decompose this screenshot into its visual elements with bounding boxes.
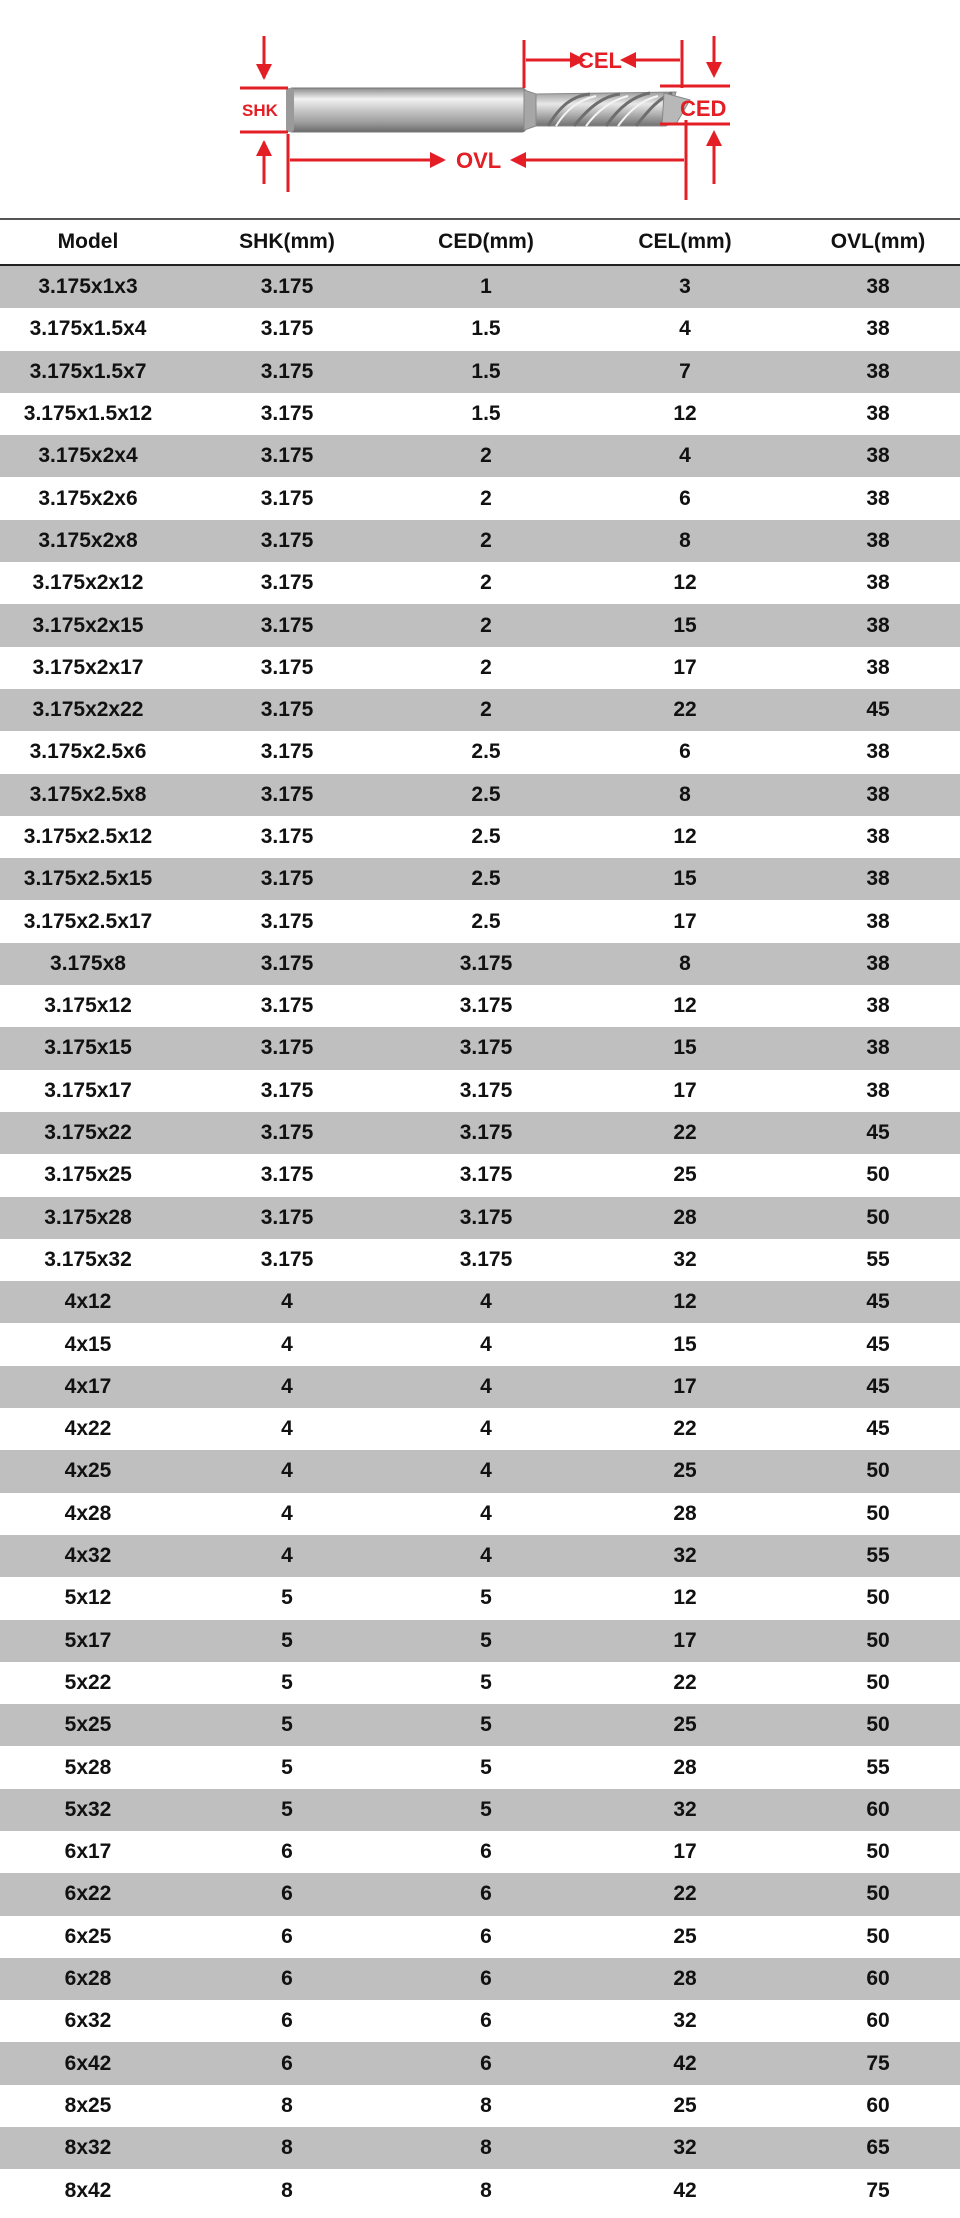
cell-cel: 15 bbox=[574, 858, 796, 900]
cell-model: 5x32 bbox=[0, 1789, 176, 1831]
cell-ovl: 38 bbox=[796, 943, 960, 985]
cell-ovl: 38 bbox=[796, 731, 960, 773]
cell-shk: 6 bbox=[176, 1873, 398, 1915]
cell-ovl: 45 bbox=[796, 1281, 960, 1323]
cell-shk: 3.175 bbox=[176, 858, 398, 900]
cell-ovl: 50 bbox=[796, 1197, 960, 1239]
cell-ovl: 38 bbox=[796, 435, 960, 477]
table-row bbox=[0, 1620, 960, 1662]
cell-cel: 28 bbox=[574, 1746, 796, 1788]
cell-ced: 2 bbox=[398, 647, 574, 689]
cell-model: 3.175x32 bbox=[0, 1239, 176, 1281]
cell-ovl: 45 bbox=[796, 1323, 960, 1365]
cell-shk: 5 bbox=[176, 1746, 398, 1788]
cell-cel: 8 bbox=[574, 943, 796, 985]
cell-ced: 8 bbox=[398, 2085, 574, 2127]
table-row bbox=[0, 858, 960, 900]
table-row bbox=[0, 1873, 960, 1915]
cell-model: 4x17 bbox=[0, 1366, 176, 1408]
cell-cel: 22 bbox=[574, 1662, 796, 1704]
ced-label: CED bbox=[680, 96, 727, 121]
table-row bbox=[0, 1535, 960, 1577]
cell-cel: 28 bbox=[574, 1197, 796, 1239]
cell-shk: 3.175 bbox=[176, 435, 398, 477]
table-row bbox=[0, 647, 960, 689]
cell-cel: 25 bbox=[574, 2085, 796, 2127]
table-row bbox=[0, 689, 960, 731]
cell-ced: 2 bbox=[398, 435, 574, 477]
cell-cel: 17 bbox=[574, 1620, 796, 1662]
cell-model: 3.175x22 bbox=[0, 1112, 176, 1154]
cell-model: 3.175x17 bbox=[0, 1070, 176, 1112]
cell-cel: 12 bbox=[574, 1577, 796, 1619]
cell-ovl: 50 bbox=[796, 1704, 960, 1746]
cell-model: 6x32 bbox=[0, 2000, 176, 2042]
cell-model: 3.175x2x12 bbox=[0, 562, 176, 604]
cell-ced: 8 bbox=[398, 2127, 574, 2169]
cell-ovl: 38 bbox=[796, 477, 960, 519]
table-row bbox=[0, 900, 960, 942]
cell-ced: 1.5 bbox=[398, 393, 574, 435]
cell-shk: 5 bbox=[176, 1662, 398, 1704]
cell-ovl: 45 bbox=[796, 1112, 960, 1154]
cell-model: 6x22 bbox=[0, 1873, 176, 1915]
cell-shk: 4 bbox=[176, 1493, 398, 1535]
cell-ovl: 38 bbox=[796, 351, 960, 393]
table-row bbox=[0, 1281, 960, 1323]
cell-shk: 3.175 bbox=[176, 1070, 398, 1112]
cell-shk: 8 bbox=[176, 2169, 398, 2211]
cell-cel: 17 bbox=[574, 1366, 796, 1408]
table-row bbox=[0, 2127, 960, 2169]
cell-cel: 17 bbox=[574, 1070, 796, 1112]
table-row bbox=[0, 1789, 960, 1831]
cell-model: 3.175x2.5x12 bbox=[0, 816, 176, 858]
table-row bbox=[0, 2169, 960, 2211]
cell-shk: 4 bbox=[176, 1281, 398, 1323]
cell-ced: 2 bbox=[398, 562, 574, 604]
cell-model: 5x28 bbox=[0, 1746, 176, 1788]
cell-ovl: 38 bbox=[796, 393, 960, 435]
cell-cel: 12 bbox=[574, 393, 796, 435]
cell-ced: 5 bbox=[398, 1789, 574, 1831]
cell-cel: 22 bbox=[574, 1112, 796, 1154]
cell-shk: 6 bbox=[176, 1831, 398, 1873]
cell-ovl: 38 bbox=[796, 308, 960, 350]
end-mill-image bbox=[286, 88, 690, 132]
cell-shk: 3.175 bbox=[176, 900, 398, 942]
cell-ovl: 50 bbox=[796, 1493, 960, 1535]
cell-cel: 15 bbox=[574, 1027, 796, 1069]
cell-ced: 4 bbox=[398, 1493, 574, 1535]
cell-ovl: 75 bbox=[796, 2042, 960, 2084]
cell-shk: 5 bbox=[176, 1620, 398, 1662]
cell-shk: 3.175 bbox=[176, 647, 398, 689]
cell-ovl: 38 bbox=[796, 647, 960, 689]
cell-ovl: 38 bbox=[796, 774, 960, 816]
cell-cel: 12 bbox=[574, 985, 796, 1027]
table-row bbox=[0, 1493, 960, 1535]
cell-ced: 3.175 bbox=[398, 1239, 574, 1281]
cell-shk: 3.175 bbox=[176, 1027, 398, 1069]
table-row bbox=[0, 731, 960, 773]
cell-ovl: 60 bbox=[796, 1789, 960, 1831]
cell-ced: 1.5 bbox=[398, 308, 574, 350]
cell-ced: 8 bbox=[398, 2169, 574, 2211]
cell-cel: 28 bbox=[574, 1958, 796, 2000]
cell-cel: 32 bbox=[574, 2127, 796, 2169]
cell-model: 3.175x12 bbox=[0, 985, 176, 1027]
cell-model: 3.175x2x4 bbox=[0, 435, 176, 477]
cell-cel: 15 bbox=[574, 604, 796, 646]
cell-shk: 3.175 bbox=[176, 943, 398, 985]
cell-model: 8x42 bbox=[0, 2169, 176, 2211]
table-row bbox=[0, 774, 960, 816]
cell-model: 4x22 bbox=[0, 1408, 176, 1450]
table-row bbox=[0, 1239, 960, 1281]
cell-shk: 6 bbox=[176, 1958, 398, 2000]
cell-cel: 22 bbox=[574, 1873, 796, 1915]
cell-ced: 4 bbox=[398, 1408, 574, 1450]
cell-model: 3.175x2.5x8 bbox=[0, 774, 176, 816]
cell-ovl: 38 bbox=[796, 265, 960, 308]
table-row bbox=[0, 1027, 960, 1069]
cell-ced: 2 bbox=[398, 477, 574, 519]
cell-ovl: 50 bbox=[796, 1662, 960, 1704]
cell-model: 4x12 bbox=[0, 1281, 176, 1323]
cell-shk: 4 bbox=[176, 1450, 398, 1492]
cell-cel: 25 bbox=[574, 1704, 796, 1746]
table-row bbox=[0, 1662, 960, 1704]
cell-model: 3.175x2x8 bbox=[0, 520, 176, 562]
table-row bbox=[0, 562, 960, 604]
cell-model: 3.175x2.5x17 bbox=[0, 900, 176, 942]
cell-ovl: 50 bbox=[796, 1577, 960, 1619]
header-shk: SHK(mm) bbox=[176, 219, 398, 265]
cell-ced: 1.5 bbox=[398, 351, 574, 393]
cell-ced: 2.5 bbox=[398, 774, 574, 816]
table-row bbox=[0, 1366, 960, 1408]
cell-model: 3.175x1.5x7 bbox=[0, 351, 176, 393]
cell-model: 4x15 bbox=[0, 1323, 176, 1365]
cell-ced: 3.175 bbox=[398, 985, 574, 1027]
cell-ovl: 55 bbox=[796, 1239, 960, 1281]
cell-cel: 4 bbox=[574, 308, 796, 350]
cell-ovl: 38 bbox=[796, 1070, 960, 1112]
cell-cel: 15 bbox=[574, 1323, 796, 1365]
cell-ovl: 50 bbox=[796, 1154, 960, 1196]
table-row bbox=[0, 1070, 960, 1112]
cell-model: 4x28 bbox=[0, 1493, 176, 1535]
cell-model: 5x22 bbox=[0, 1662, 176, 1704]
cell-shk: 8 bbox=[176, 2127, 398, 2169]
cell-shk: 3.175 bbox=[176, 1154, 398, 1196]
cell-cel: 3 bbox=[574, 265, 796, 308]
table-row bbox=[0, 1154, 960, 1196]
cell-ced: 5 bbox=[398, 1577, 574, 1619]
table-row bbox=[0, 2000, 960, 2042]
cell-cel: 6 bbox=[574, 477, 796, 519]
header-model: Model bbox=[0, 219, 176, 265]
cell-shk: 3.175 bbox=[176, 689, 398, 731]
table-row bbox=[0, 520, 960, 562]
cell-cel: 42 bbox=[574, 2042, 796, 2084]
table-row bbox=[0, 943, 960, 985]
cell-model: 3.175x25 bbox=[0, 1154, 176, 1196]
cell-cel: 6 bbox=[574, 731, 796, 773]
cell-model: 3.175x2x17 bbox=[0, 647, 176, 689]
cell-shk: 8 bbox=[176, 2085, 398, 2127]
cell-ovl: 38 bbox=[796, 520, 960, 562]
cell-model: 3.175x2x15 bbox=[0, 604, 176, 646]
cell-ced: 5 bbox=[398, 1662, 574, 1704]
cell-cel: 17 bbox=[574, 1831, 796, 1873]
header-ovl: OVL(mm) bbox=[796, 219, 960, 265]
cell-shk: 6 bbox=[176, 2042, 398, 2084]
cell-ovl: 45 bbox=[796, 1366, 960, 1408]
cell-ovl: 38 bbox=[796, 900, 960, 942]
cell-model: 3.175x1x3 bbox=[0, 265, 176, 308]
cell-ced: 3.175 bbox=[398, 1112, 574, 1154]
cell-model: 3.175x8 bbox=[0, 943, 176, 985]
cell-ovl: 38 bbox=[796, 858, 960, 900]
cell-cel: 7 bbox=[574, 351, 796, 393]
cell-model: 8x32 bbox=[0, 2127, 176, 2169]
cell-ovl: 55 bbox=[796, 1746, 960, 1788]
end-mill-dimension-diagram bbox=[0, 0, 960, 218]
cell-model: 6x17 bbox=[0, 1831, 176, 1873]
cell-ovl: 38 bbox=[796, 1027, 960, 1069]
cel-label: CEL bbox=[578, 48, 622, 73]
cell-ced: 2.5 bbox=[398, 731, 574, 773]
cell-ovl: 50 bbox=[796, 1620, 960, 1662]
cell-cel: 25 bbox=[574, 1154, 796, 1196]
cell-shk: 6 bbox=[176, 1916, 398, 1958]
table-row bbox=[0, 985, 960, 1027]
table-header-row bbox=[0, 219, 960, 265]
cell-ced: 6 bbox=[398, 1916, 574, 1958]
cell-shk: 3.175 bbox=[176, 520, 398, 562]
cell-ced: 2 bbox=[398, 689, 574, 731]
cell-shk: 3.175 bbox=[176, 562, 398, 604]
cell-shk: 5 bbox=[176, 1704, 398, 1746]
table-row bbox=[0, 1197, 960, 1239]
cell-cel: 25 bbox=[574, 1450, 796, 1492]
table-row bbox=[0, 2042, 960, 2084]
table-row bbox=[0, 351, 960, 393]
cell-shk: 3.175 bbox=[176, 1239, 398, 1281]
cell-shk: 3.175 bbox=[176, 393, 398, 435]
cell-cel: 32 bbox=[574, 1535, 796, 1577]
cell-shk: 3.175 bbox=[176, 477, 398, 519]
cell-cel: 17 bbox=[574, 647, 796, 689]
cell-model: 3.175x28 bbox=[0, 1197, 176, 1239]
cell-model: 6x25 bbox=[0, 1916, 176, 1958]
cell-ovl: 38 bbox=[796, 816, 960, 858]
cell-shk: 3.175 bbox=[176, 265, 398, 308]
cell-shk: 5 bbox=[176, 1789, 398, 1831]
cell-cel: 8 bbox=[574, 520, 796, 562]
table-row bbox=[0, 1323, 960, 1365]
cell-model: 8x25 bbox=[0, 2085, 176, 2127]
cell-ced: 2 bbox=[398, 604, 574, 646]
cell-cel: 17 bbox=[574, 900, 796, 942]
cell-ced: 6 bbox=[398, 2000, 574, 2042]
cell-cel: 32 bbox=[574, 1239, 796, 1281]
spec-table bbox=[0, 218, 960, 2212]
cell-cel: 12 bbox=[574, 562, 796, 604]
cell-ovl: 55 bbox=[796, 1535, 960, 1577]
table-row bbox=[0, 1112, 960, 1154]
cell-ced: 5 bbox=[398, 1704, 574, 1746]
cell-ovl: 60 bbox=[796, 2000, 960, 2042]
cell-cel: 22 bbox=[574, 689, 796, 731]
cell-ovl: 60 bbox=[796, 2085, 960, 2127]
cell-ced: 2.5 bbox=[398, 858, 574, 900]
table-row bbox=[0, 393, 960, 435]
shk-label: SHK bbox=[242, 101, 278, 120]
cell-ovl: 38 bbox=[796, 985, 960, 1027]
cell-shk: 4 bbox=[176, 1366, 398, 1408]
table-row bbox=[0, 604, 960, 646]
cell-ced: 2 bbox=[398, 520, 574, 562]
ovl-label: OVL bbox=[456, 148, 502, 173]
cell-ced: 3.175 bbox=[398, 1197, 574, 1239]
cell-cel: 32 bbox=[574, 2000, 796, 2042]
table-row bbox=[0, 1831, 960, 1873]
cell-ced: 1 bbox=[398, 265, 574, 308]
cell-shk: 3.175 bbox=[176, 774, 398, 816]
table-row bbox=[0, 435, 960, 477]
cell-shk: 3.175 bbox=[176, 308, 398, 350]
cell-ovl: 45 bbox=[796, 1408, 960, 1450]
cell-shk: 4 bbox=[176, 1535, 398, 1577]
cell-shk: 3.175 bbox=[176, 1197, 398, 1239]
header-cel: CEL(mm) bbox=[574, 219, 796, 265]
cell-ced: 3.175 bbox=[398, 943, 574, 985]
cell-ced: 4 bbox=[398, 1323, 574, 1365]
table-row bbox=[0, 2085, 960, 2127]
table-row bbox=[0, 1408, 960, 1450]
cell-ced: 5 bbox=[398, 1746, 574, 1788]
cell-ovl: 50 bbox=[796, 1873, 960, 1915]
cell-ovl: 75 bbox=[796, 2169, 960, 2211]
table-body bbox=[0, 265, 960, 2212]
cell-ovl: 60 bbox=[796, 1958, 960, 2000]
cell-model: 4x32 bbox=[0, 1535, 176, 1577]
cell-ced: 3.175 bbox=[398, 1070, 574, 1112]
cell-ced: 4 bbox=[398, 1450, 574, 1492]
cell-shk: 6 bbox=[176, 2000, 398, 2042]
cell-model: 5x17 bbox=[0, 1620, 176, 1662]
table-row bbox=[0, 1577, 960, 1619]
cell-model: 3.175x2x22 bbox=[0, 689, 176, 731]
cell-cel: 8 bbox=[574, 774, 796, 816]
cell-ced: 3.175 bbox=[398, 1154, 574, 1196]
table-row bbox=[0, 1958, 960, 2000]
cell-ovl: 38 bbox=[796, 562, 960, 604]
cell-shk: 5 bbox=[176, 1577, 398, 1619]
cell-cel: 22 bbox=[574, 1408, 796, 1450]
cell-ced: 5 bbox=[398, 1620, 574, 1662]
cell-shk: 3.175 bbox=[176, 816, 398, 858]
cell-model: 3.175x1.5x4 bbox=[0, 308, 176, 350]
cell-ced: 2.5 bbox=[398, 900, 574, 942]
table-row bbox=[0, 1916, 960, 1958]
cell-ced: 6 bbox=[398, 2042, 574, 2084]
cell-model: 3.175x15 bbox=[0, 1027, 176, 1069]
cell-cel: 4 bbox=[574, 435, 796, 477]
cell-shk: 4 bbox=[176, 1408, 398, 1450]
cell-shk: 3.175 bbox=[176, 604, 398, 646]
cell-model: 6x42 bbox=[0, 2042, 176, 2084]
header-ced: CED(mm) bbox=[398, 219, 574, 265]
cell-ced: 6 bbox=[398, 1831, 574, 1873]
table-row bbox=[0, 1450, 960, 1492]
cell-ced: 4 bbox=[398, 1535, 574, 1577]
cell-ovl: 38 bbox=[796, 604, 960, 646]
table-row bbox=[0, 1746, 960, 1788]
cell-model: 3.175x2x6 bbox=[0, 477, 176, 519]
cell-ced: 3.175 bbox=[398, 1027, 574, 1069]
table-row bbox=[0, 308, 960, 350]
cell-shk: 3.175 bbox=[176, 731, 398, 773]
cell-ovl: 50 bbox=[796, 1450, 960, 1492]
cell-shk: 3.175 bbox=[176, 1112, 398, 1154]
cell-cel: 12 bbox=[574, 1281, 796, 1323]
cell-model: 5x12 bbox=[0, 1577, 176, 1619]
cell-shk: 3.175 bbox=[176, 985, 398, 1027]
cell-cel: 42 bbox=[574, 2169, 796, 2211]
cell-model: 3.175x1.5x12 bbox=[0, 393, 176, 435]
cell-cel: 25 bbox=[574, 1916, 796, 1958]
cell-ced: 6 bbox=[398, 1873, 574, 1915]
cell-ovl: 50 bbox=[796, 1916, 960, 1958]
table-row bbox=[0, 816, 960, 858]
cell-model: 6x28 bbox=[0, 1958, 176, 2000]
cell-ced: 4 bbox=[398, 1366, 574, 1408]
cell-ced: 4 bbox=[398, 1281, 574, 1323]
cell-cel: 28 bbox=[574, 1493, 796, 1535]
cell-shk: 3.175 bbox=[176, 351, 398, 393]
cell-ovl: 45 bbox=[796, 689, 960, 731]
table-row bbox=[0, 265, 960, 308]
cell-shk: 4 bbox=[176, 1323, 398, 1365]
table-row bbox=[0, 477, 960, 519]
cell-ovl: 65 bbox=[796, 2127, 960, 2169]
cell-ced: 2.5 bbox=[398, 816, 574, 858]
cell-cel: 32 bbox=[574, 1789, 796, 1831]
cell-ovl: 50 bbox=[796, 1831, 960, 1873]
table-row bbox=[0, 1704, 960, 1746]
cell-model: 4x25 bbox=[0, 1450, 176, 1492]
cell-model: 5x25 bbox=[0, 1704, 176, 1746]
cell-model: 3.175x2.5x15 bbox=[0, 858, 176, 900]
cell-model: 3.175x2.5x6 bbox=[0, 731, 176, 773]
cell-cel: 12 bbox=[574, 816, 796, 858]
cell-ced: 6 bbox=[398, 1958, 574, 2000]
